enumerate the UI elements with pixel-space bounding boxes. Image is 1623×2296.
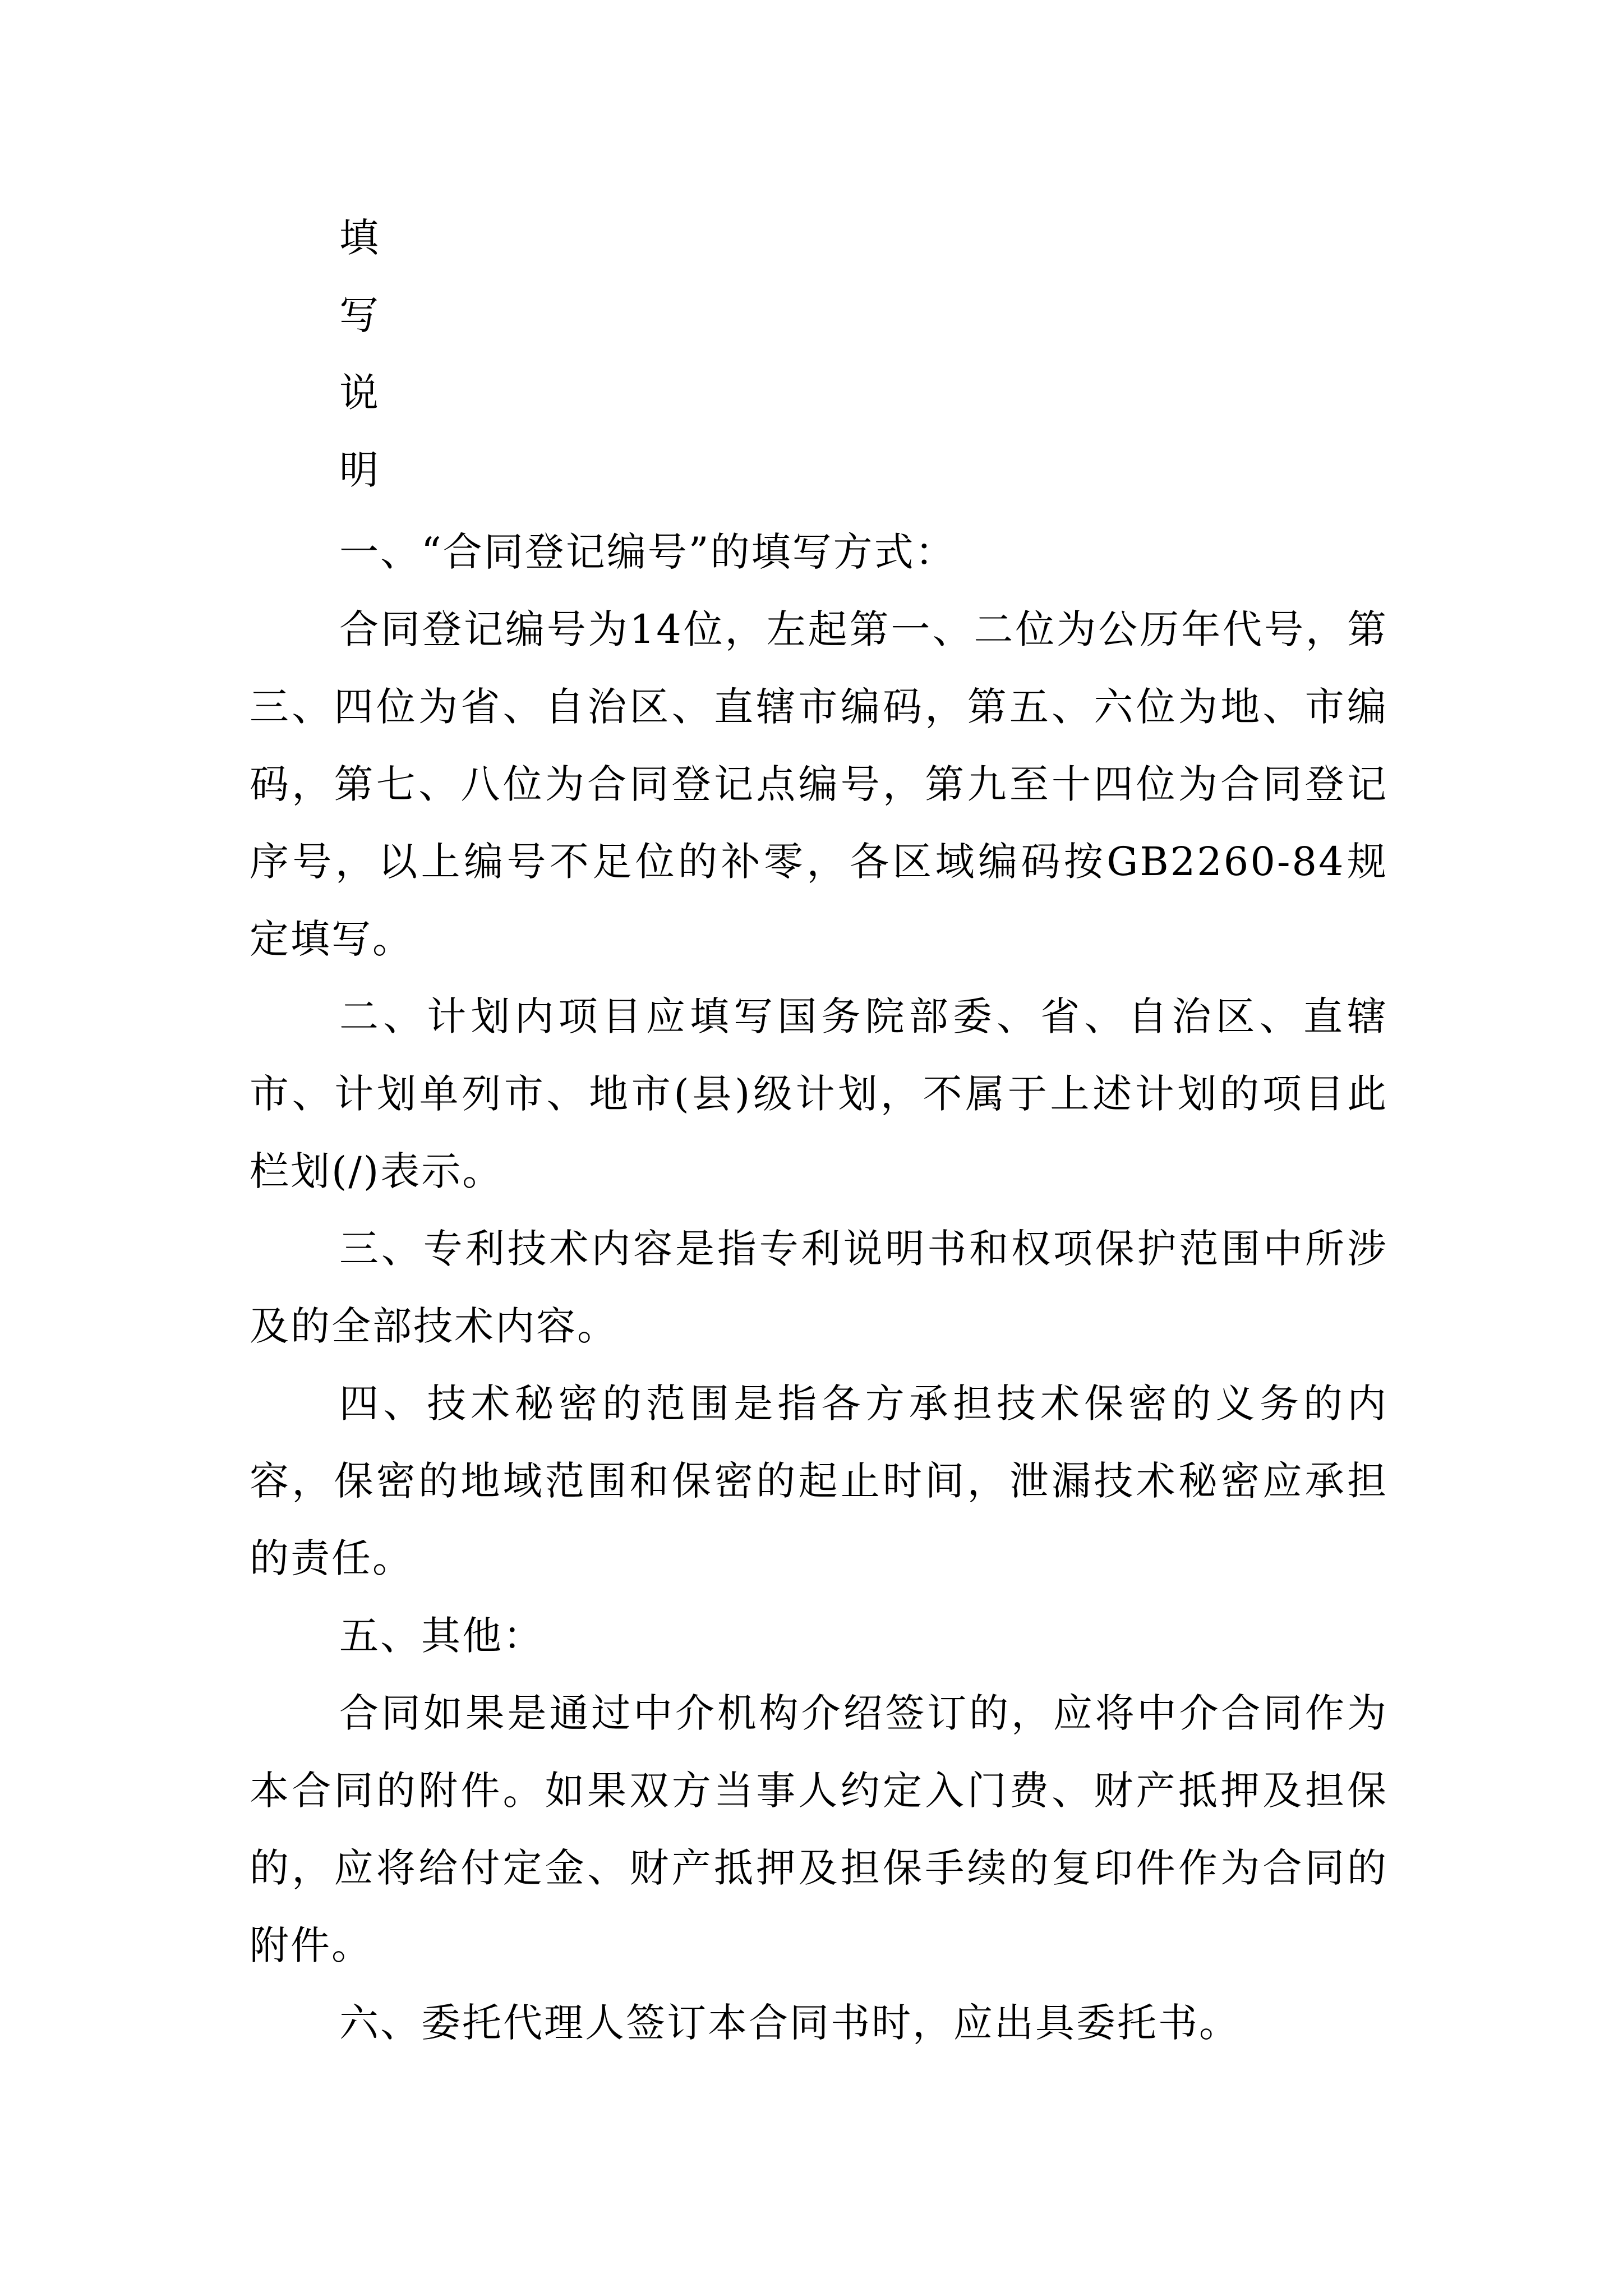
document-body bbox=[250, 513, 1388, 2062]
section-4-text: 四、技术秘密的范围是指各方承担技术保密的义务的内容，保密的地域范围和保密的起止时间，泄漏技术秘密应承担的责任。 bbox=[250, 1381, 1388, 1581]
document-title bbox=[339, 199, 407, 509]
section-5-heading: 五、其他： bbox=[339, 1613, 544, 1659]
title-char: 填 bbox=[339, 215, 379, 261]
section-6-text: 六、委托代理人签订本合同书时，应出具委托书。 bbox=[339, 2000, 1240, 2046]
title-char: 明 bbox=[339, 447, 379, 493]
section-2-text: 二、计划内项目应填写国务院部委、省、自治区、直辖市、计划单列市、地市(县)级计划，不属于上述计划的项目此栏划(/)表示。 bbox=[250, 993, 1388, 1194]
section-1-heading: 一、“合同登记编号”的填写方式： bbox=[339, 529, 956, 575]
title-char: 写 bbox=[339, 292, 379, 338]
section-1-text: 合同登记编号为14位，左起第一、二位为公历年代号，第三、四位为省、自治区、直辖市编码，第五、六位为地、市编码，第七、八位为合同登记点编号，第九至十四位为合同登记序号，以上编号不足位的补零，各区域编码按GB2260-84规定填写。 bbox=[250, 606, 1388, 962]
title-char: 说 bbox=[339, 370, 379, 416]
section-3-text: 三、专利技术内容是指专利说明书和权项保护范围中所涉及的全部技术内容。 bbox=[250, 1226, 1388, 1349]
section-5-text: 合同如果是通过中介机构介绍签订的，应将中介合同作为本合同的附件。如果双方当事人约定入门费、财产抵押及担保的，应将给付定金、财产抵押及担保手续的复印件作为合同的附件。 bbox=[250, 1690, 1388, 1968]
